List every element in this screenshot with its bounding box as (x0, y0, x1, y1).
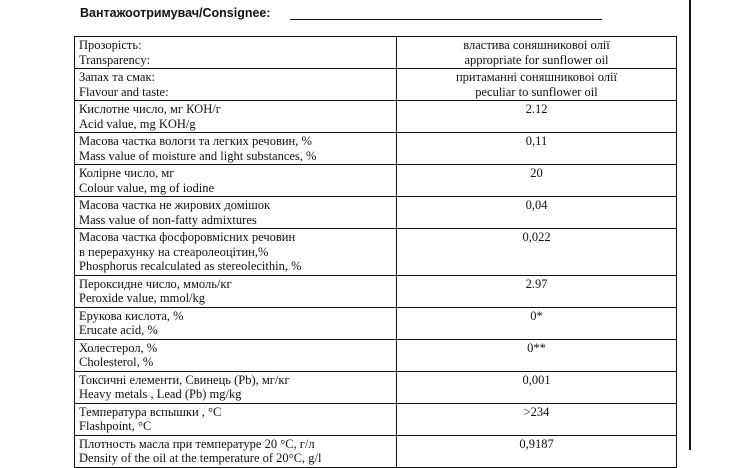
parameter-value-cell (397, 101, 677, 133)
parameter-name-line: Температура вспышки , °С (79, 404, 222, 419)
page-right-border (689, 0, 691, 450)
parameter-name-line: Colour value, mg of iodine (79, 180, 215, 195)
table-row (75, 339, 677, 371)
parameter-value-line: 0,022 (522, 230, 551, 244)
parameter-name-cell (75, 197, 397, 229)
parameter-name-line: Токсичні елементи, Свинець (Pb), мг/кг (79, 372, 290, 387)
parameter-name-cell (75, 101, 397, 133)
parameter-value-line: притаманні соняшниковоі олії (455, 70, 617, 84)
parameter-value-cell (397, 435, 677, 467)
table-row (75, 133, 677, 165)
parameter-value-cell (397, 37, 677, 69)
parameter-value-cell (397, 307, 677, 339)
parameter-name-line: Плотность масла при температуре 20 °С, г/л (79, 436, 315, 451)
parameter-value-line: 20 (530, 166, 543, 180)
parameter-name-line: Transparency: (79, 52, 151, 67)
parameter-name-cell (75, 371, 397, 403)
parameter-value-line: peculiar to sunflower oil (475, 84, 598, 99)
parameter-value-line: 2.12 (525, 102, 548, 116)
parameter-name-line: Erucate acid, % (79, 323, 158, 337)
parameter-name-line: Холестерол, % (79, 340, 158, 355)
parameter-name-cell (75, 133, 397, 165)
consignee-blank-line (290, 19, 602, 20)
parameter-name-line: Heavy metals , Lead (Pb) mg/kg (79, 387, 242, 401)
parameter-name-line: Масова частка вологи та легких речовин, % (79, 134, 312, 148)
parameter-name-cell (75, 69, 397, 101)
parameter-name-line: Масова частка фосфоровмісних речовин (79, 230, 296, 244)
parameter-value-cell (397, 371, 677, 403)
parameter-value-line: 0,04 (525, 198, 548, 212)
parameter-value-cell (397, 339, 677, 371)
parameter-value-cell (397, 69, 677, 101)
parameter-name-line: Пероксидне число, ммоль/кг (79, 276, 232, 291)
parameter-value-cell (397, 275, 677, 307)
parameter-name-line: Phosphorus recalculated as stereolecithin, % (79, 259, 302, 273)
parameter-value-line: appropriate for sunflower oil (464, 52, 609, 67)
parameter-value-line: >234 (523, 404, 550, 419)
parameter-value-line: 2.97 (525, 276, 548, 291)
parameter-name-cell (75, 37, 397, 69)
parameter-name-line: Mass value of moisture and light substances, % (79, 148, 317, 163)
table-row (75, 197, 677, 229)
parameter-value-line: властива соняшниковоі олії (463, 38, 610, 52)
table-row (75, 229, 677, 276)
table-row (75, 101, 677, 133)
table-row (75, 403, 677, 435)
parameter-name-cell (75, 275, 397, 307)
table-row (75, 37, 677, 69)
parameter-value-cell (397, 165, 677, 197)
parameter-value-cell (397, 403, 677, 435)
parameter-value-line: 0** (527, 340, 546, 355)
specification-table-body (75, 37, 677, 468)
parameter-value-line: 0* (530, 308, 543, 323)
consignee-label: Вантажоотримувач/Consignee: (80, 6, 271, 20)
parameter-name-line: Mass value of non-fatty admixtures (79, 212, 257, 227)
parameter-value-cell (397, 229, 677, 276)
table-row (75, 435, 677, 467)
table-row (75, 371, 677, 403)
specification-table (74, 36, 677, 468)
table-row (75, 307, 677, 339)
parameter-name-line: Прозорість: (79, 38, 142, 52)
parameter-name-cell (75, 307, 397, 339)
parameter-value-line: 0,11 (525, 134, 548, 148)
parameter-name-line: Запах та смак: (79, 70, 156, 84)
table-row (75, 275, 677, 307)
parameter-name-line: Кислотне число, мг КОН/г (79, 102, 221, 116)
parameter-name-line: Cholesterol, % (79, 355, 154, 369)
parameter-name-line: Масова частка не жирових домішок (79, 198, 271, 212)
table-row (75, 69, 677, 101)
parameter-value-cell (397, 133, 677, 165)
parameter-value-line: 0,9187 (519, 436, 554, 451)
table-row (75, 165, 677, 197)
parameter-name-cell (75, 229, 397, 276)
parameter-name-cell (75, 339, 397, 371)
parameter-name-line: Density of the oil at the temperature of 20°C, g/l (79, 451, 322, 465)
parameter-name-line: Peroxide value, mmol/kg (79, 291, 206, 305)
parameter-value-line: 0,001 (522, 372, 551, 387)
parameter-name-line: Ерукова кислота, % (79, 308, 184, 323)
parameter-name-cell (75, 165, 397, 197)
parameter-name-line: Колірне число, мг (79, 166, 175, 180)
parameter-name-line: в перерахунку на стеаролеоцітин,% (79, 244, 269, 259)
parameter-name-cell (75, 435, 397, 467)
parameter-name-line: Flashpoint, °C (79, 419, 152, 433)
parameter-name-cell (75, 403, 397, 435)
parameter-name-line: Flavour and taste: (79, 84, 169, 99)
parameter-name-line: Acid value, mg KOH/g (79, 116, 196, 131)
parameter-value-cell (397, 197, 677, 229)
